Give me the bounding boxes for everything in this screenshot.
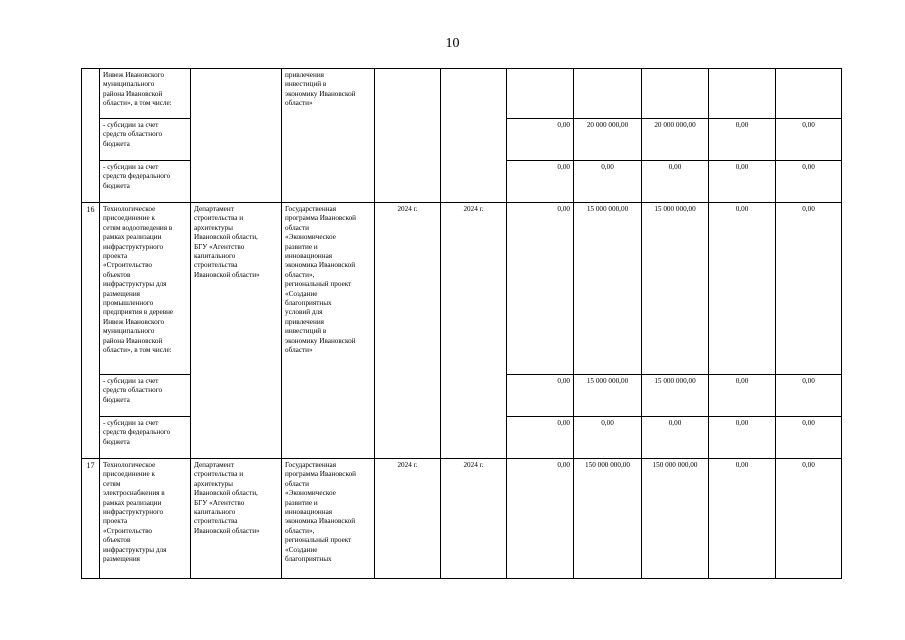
- value-cell: 0,00: [574, 161, 642, 203]
- name-cell: Технологическое присоединение к сетям электроснабжения в рамках реализации инфраструктурного проекта «Строительство объектов инфраструктуры для размещения: [100, 459, 191, 579]
- value-cell: 0,00: [642, 417, 709, 459]
- subrow-label: - субсидии за счет средств федерального бюджета: [100, 417, 191, 459]
- end-cell: [441, 69, 507, 203]
- value-cell: 0,00: [776, 375, 842, 417]
- value-cell: 0,00: [709, 375, 776, 417]
- value-cell: 0,00: [776, 203, 842, 375]
- name-cell: Технологическое присоединение к сетям водоотведения в рамках реализации инфраструктурного проекта «Строительство объектов инфраструктуры для размещения промышленного предприятия в деревне Инвеж Ивановского муниципального района Ивановской области», в том числе:: [100, 203, 191, 375]
- value-cell: 15 000 000,00: [574, 203, 642, 375]
- page-number: 10: [445, 36, 460, 51]
- num-cell: 17: [82, 459, 100, 579]
- value-cell: 0,00: [507, 203, 574, 375]
- program-cell: Государственная программа Ивановской области «Экономическое развитие и инновационная экономика Ивановской области», региональный проект «Создание благоприятных условий для привлечения инвестиций в экономику Ивановской области»: [282, 203, 375, 459]
- value-cell: 0,00: [507, 119, 574, 161]
- table-row: [82, 459, 842, 579]
- value-cell: 15 000 000,00: [642, 375, 709, 417]
- value-cell: 20 000 000,00: [574, 119, 642, 161]
- value-cell: 20 000 000,00: [642, 119, 709, 161]
- value-cell: 0,00: [507, 375, 574, 417]
- program-cell: Государственная программа Ивановской области «Экономическое развитие и инновационная экономика Ивановской области», региональный проект «Создание благоприятных: [282, 459, 375, 579]
- start-cell: 2024 г.: [375, 203, 441, 459]
- value-cell: 0,00: [507, 161, 574, 203]
- value-cell: [642, 69, 709, 119]
- name-cell: Инвеж Ивановского муниципального района Ивановской области», в том числе:: [100, 69, 191, 119]
- value-cell: 0,00: [709, 459, 776, 579]
- value-cell: 0,00: [574, 417, 642, 459]
- value-cell: 0,00: [507, 417, 574, 459]
- subrow-label: - субсидии за счет средств областного бюджета: [100, 119, 191, 161]
- value-cell: 150 000 000,00: [574, 459, 642, 579]
- budget-table: [81, 68, 842, 579]
- executor-cell: Департамент строительства и архитектуры Ивановской области, БГУ «Агентство капитального строительства Ивановской области»: [191, 203, 282, 459]
- value-cell: 15 000 000,00: [574, 375, 642, 417]
- value-cell: 0,00: [776, 417, 842, 459]
- executor-cell: Департамент строительства и архитектуры Ивановской области, БГУ «Агентство капитального строительства Ивановской области»: [191, 459, 282, 579]
- num-cell: [82, 69, 100, 203]
- value-cell: [709, 69, 776, 119]
- value-cell: 150 000 000,00: [642, 459, 709, 579]
- value-cell: 0,00: [709, 161, 776, 203]
- subrow-label: - субсидии за счет средств областного бюджета: [100, 375, 191, 417]
- value-cell: 0,00: [709, 417, 776, 459]
- value-cell: 0,00: [776, 459, 842, 579]
- executor-cell: [191, 69, 282, 203]
- value-cell: 0,00: [709, 119, 776, 161]
- value-cell: 0,00: [776, 119, 842, 161]
- program-cell: привлечения инвестиций в экономику Ивановской области»: [282, 69, 375, 203]
- value-cell: [574, 69, 642, 119]
- start-cell: [375, 69, 441, 203]
- subrow-label: - субсидии за счет средств федерального бюджета: [100, 161, 191, 203]
- end-cell: 2024 г.: [441, 459, 507, 579]
- value-cell: 0,00: [642, 161, 709, 203]
- value-cell: 0,00: [709, 203, 776, 375]
- value-cell: [776, 69, 842, 119]
- value-cell: [507, 69, 574, 119]
- table-row: [82, 69, 842, 119]
- num-cell: 16: [82, 203, 100, 459]
- value-cell: 0,00: [507, 459, 574, 579]
- value-cell: 0,00: [776, 161, 842, 203]
- start-cell: 2024 г.: [375, 459, 441, 579]
- table-row: [82, 203, 842, 375]
- value-cell: 15 000 000,00: [642, 203, 709, 375]
- end-cell: 2024 г.: [441, 203, 507, 459]
